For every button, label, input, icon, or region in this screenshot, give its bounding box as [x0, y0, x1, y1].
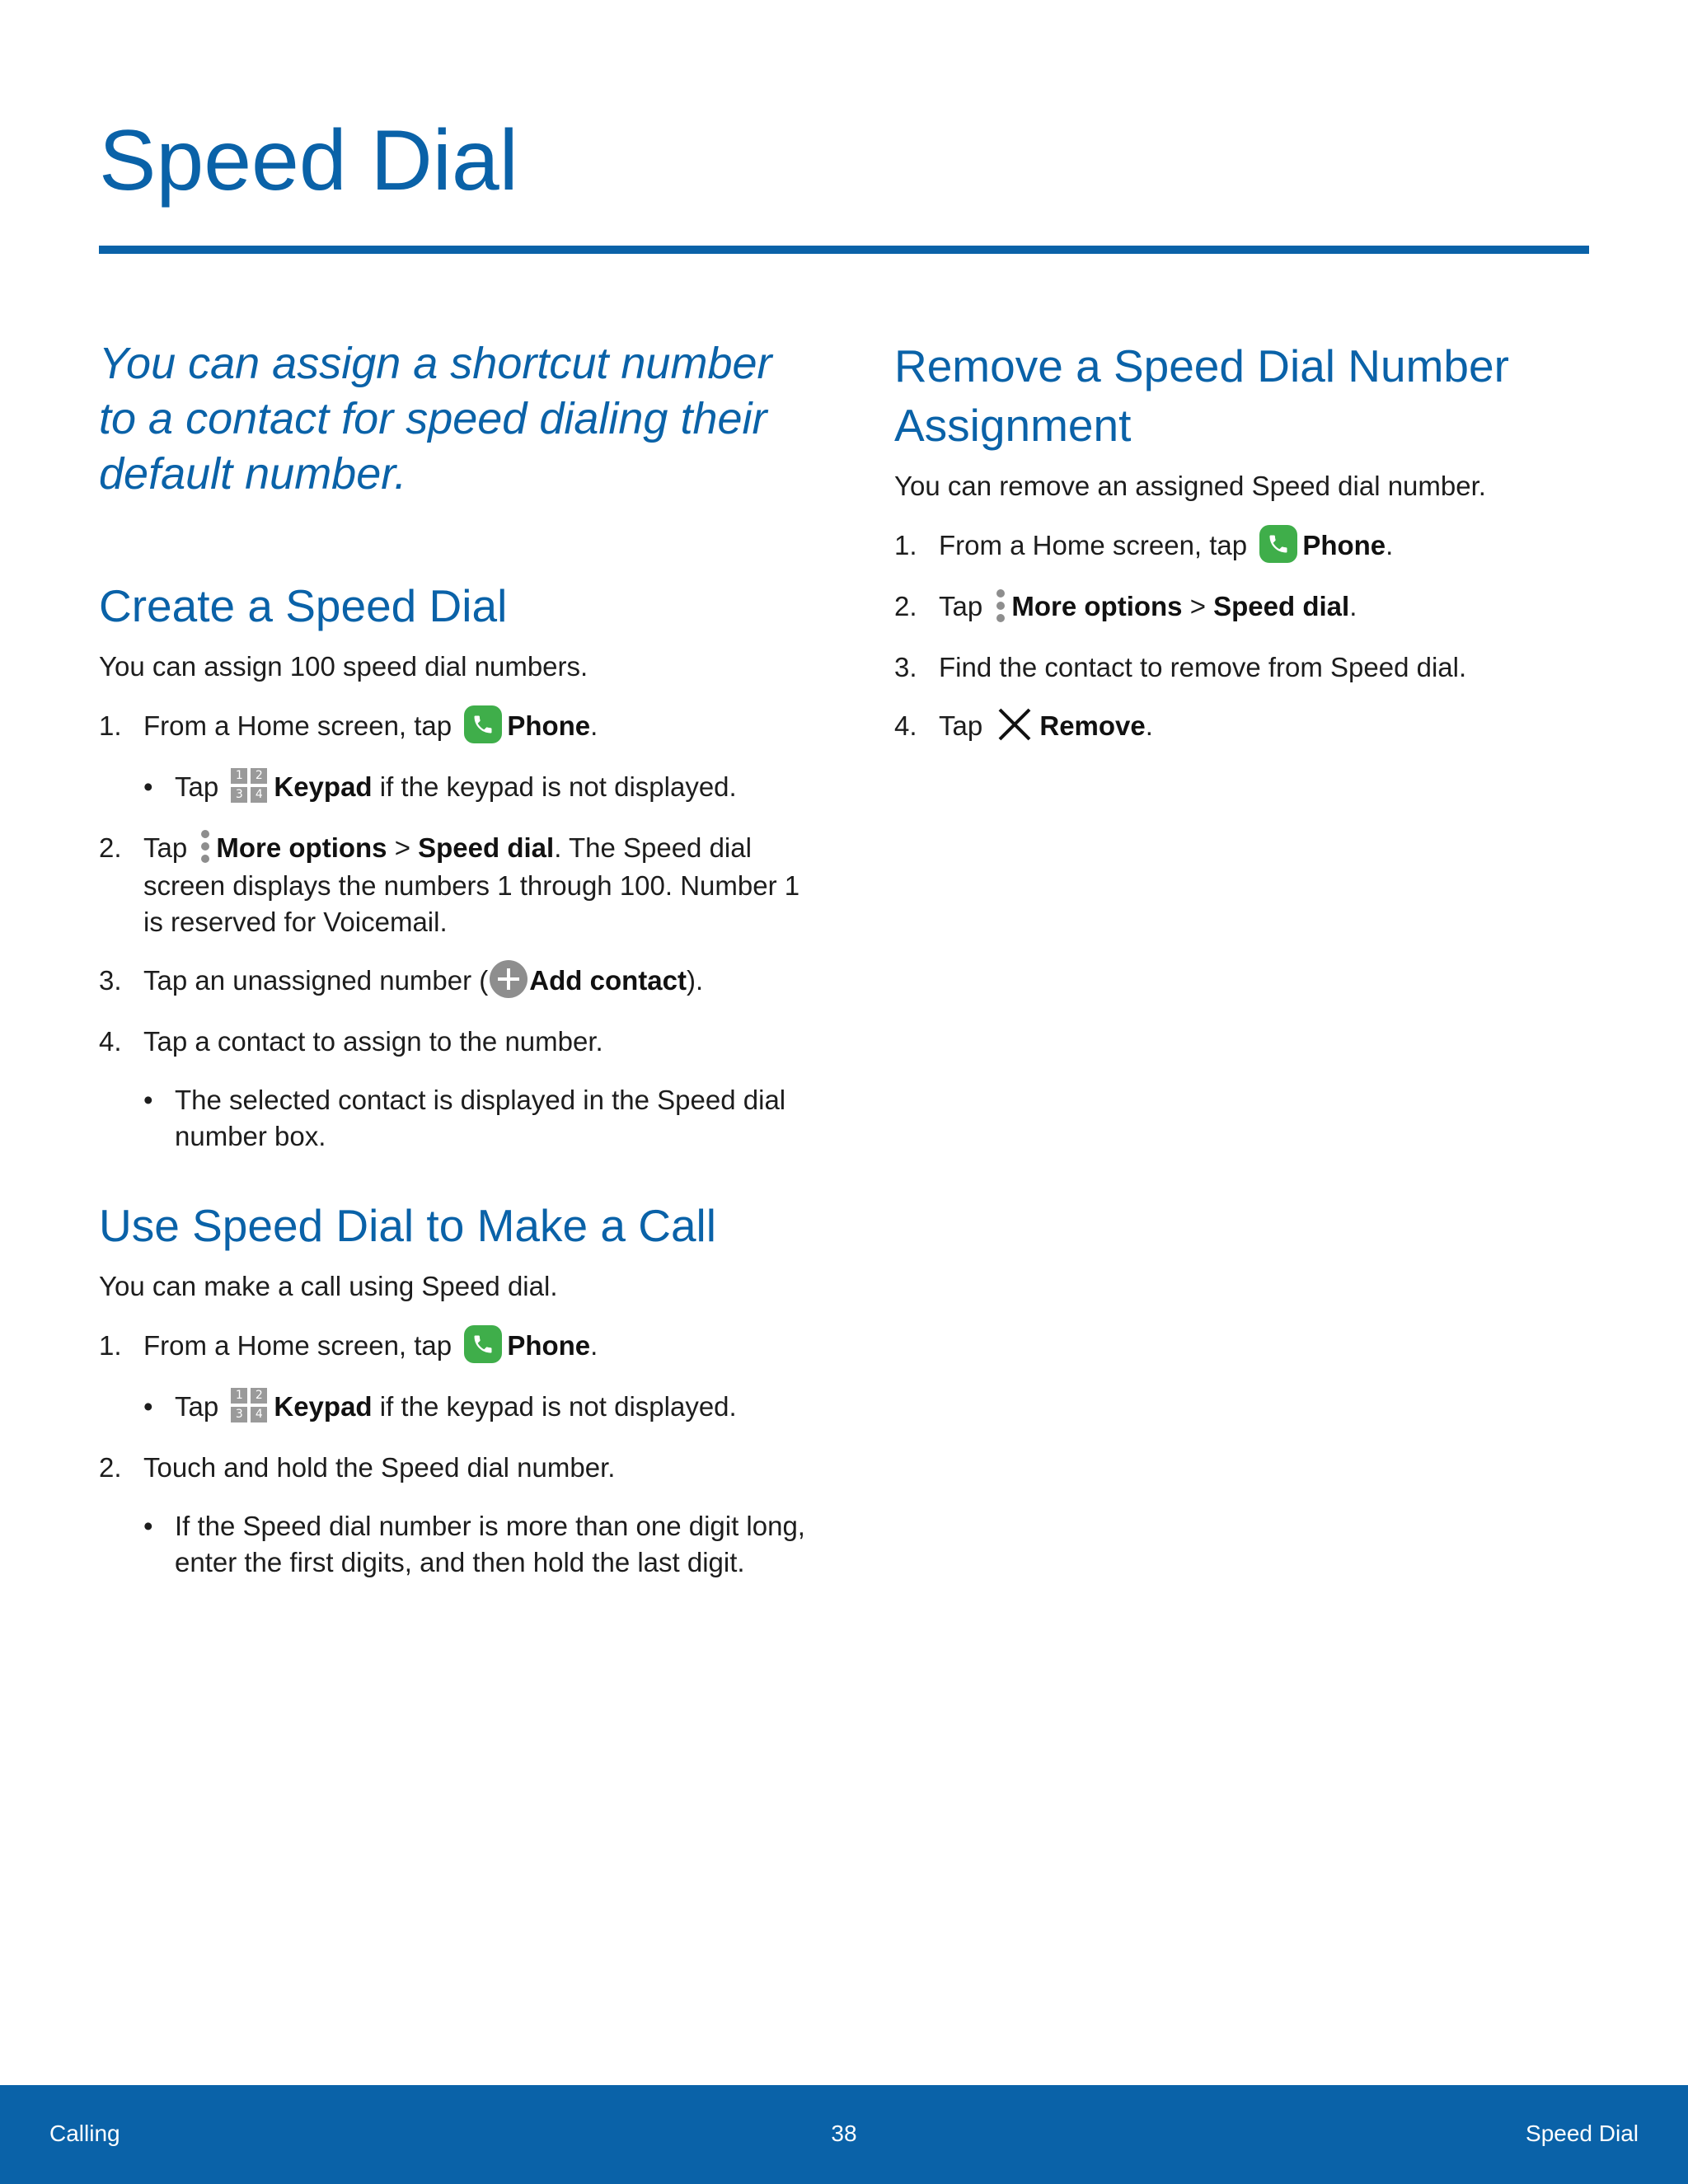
step-text: Tap an unassigned number ( — [143, 964, 489, 996]
ui-label: Speed dial — [418, 832, 555, 863]
step-text: From a Home screen, tap — [939, 530, 1255, 560]
step-item — [99, 830, 808, 940]
ui-label: More options — [1011, 591, 1183, 622]
step-text: Find the contact to remove from Speed dial. — [939, 651, 1467, 682]
bullet-item — [99, 1389, 808, 1427]
create-steps — [99, 708, 808, 1155]
page-footer — [0, 2085, 1688, 2184]
ui-label: Keypad — [274, 1391, 373, 1422]
step-number: 4. — [99, 1026, 122, 1057]
more-options-icon — [995, 588, 1006, 624]
add-contact-icon — [490, 960, 528, 998]
keypad-icon: 1 2 3 4 — [231, 768, 269, 804]
step-text: Touch and hold the Speed dial number. — [143, 1451, 616, 1483]
step-text: From a Home screen, tap — [143, 1330, 460, 1361]
bullet-marker: • — [143, 1085, 153, 1116]
step-text: if the keypad is not displayed. — [372, 1391, 737, 1422]
step-text: Tap — [175, 771, 227, 803]
footer-chapter: Calling — [49, 2121, 120, 2146]
step-text: . — [590, 710, 598, 741]
phone-icon — [464, 1325, 502, 1363]
remove-section — [894, 336, 1603, 748]
step-number: 2. — [894, 591, 917, 622]
step-separator: > — [1182, 591, 1214, 622]
use-section — [99, 1196, 808, 1581]
step-separator: > — [387, 832, 419, 863]
step-item — [894, 588, 1603, 626]
ui-label: Phone — [507, 710, 591, 741]
step-text: . — [1145, 710, 1153, 741]
step-item — [894, 527, 1603, 566]
ui-label: Add contact — [529, 964, 687, 996]
keypad-icon: 1 2 3 4 — [231, 1388, 269, 1424]
step-item — [99, 1024, 808, 1060]
title-rule — [99, 246, 1589, 254]
remove-steps — [894, 527, 1603, 748]
create-description: You can assign 100 speed dial numbers. — [99, 651, 588, 682]
phone-icon — [464, 705, 502, 743]
step-number: 3. — [894, 651, 917, 682]
step-text: Tap — [939, 591, 991, 622]
bullet-marker: • — [143, 1510, 153, 1541]
ui-label: Phone — [1302, 530, 1386, 560]
bullet-item — [99, 1082, 808, 1155]
step-text: . — [590, 1330, 598, 1361]
step-number: 2. — [99, 1451, 122, 1483]
step-item — [894, 649, 1603, 686]
step-item — [99, 963, 808, 1001]
step-number: 1. — [99, 710, 122, 741]
step-number: 4. — [894, 710, 917, 741]
bullet-marker: • — [143, 1391, 153, 1422]
step-text: . — [1349, 591, 1357, 622]
bullet-item — [99, 1508, 808, 1581]
ui-label: Speed dial — [1213, 591, 1350, 622]
use-description: You can make a call using Speed dial. — [99, 1271, 558, 1302]
create-section — [99, 576, 808, 1155]
step-item — [99, 1328, 808, 1366]
footer-section: Speed Dial — [1526, 2121, 1639, 2146]
use-steps — [99, 1328, 808, 1581]
more-options-icon — [199, 828, 211, 865]
phone-icon — [1259, 525, 1297, 563]
step-text: Tap — [939, 710, 991, 741]
intro-text: You can assign a shortcut number to a contact for speed dialing their default number. — [99, 339, 772, 499]
step-number: 1. — [99, 1330, 122, 1361]
step-text: Tap — [143, 832, 195, 863]
use-heading: Use Speed Dial to Make a Call — [99, 1200, 716, 1252]
step-number: 3. — [99, 964, 122, 996]
step-item — [99, 1450, 808, 1486]
step-number: 2. — [99, 832, 122, 863]
step-text: If the Speed dial number is more than one digit long, enter the first digits, and then hold the last digit. — [175, 1510, 805, 1577]
step-text: Tap a contact to assign to the number. — [143, 1026, 603, 1057]
step-text: Tap — [175, 1391, 227, 1422]
page-title: Speed Dial — [99, 113, 518, 209]
right-column — [894, 336, 1603, 789]
ui-label: Keypad — [274, 771, 373, 803]
remove-description: You can remove an assigned Speed dial number. — [894, 471, 1486, 501]
step-text: if the keypad is not displayed. — [372, 771, 737, 803]
create-heading: Create a Speed Dial — [99, 580, 508, 631]
bullet-marker: • — [143, 771, 153, 803]
remove-icon — [995, 705, 1034, 744]
step-text: The selected contact is displayed in the Speed dial number box. — [175, 1085, 786, 1152]
ui-label: Remove — [1039, 710, 1146, 741]
remove-heading: Remove a Speed Dial Number Assignment — [894, 340, 1509, 451]
step-text: . — [1386, 530, 1394, 560]
step-number: 1. — [894, 530, 917, 560]
footer-page-number: 38 — [831, 2121, 857, 2146]
step-text: From a Home screen, tap — [143, 710, 460, 741]
left-column — [99, 336, 808, 1622]
step-text: ). — [686, 964, 704, 996]
step-text: . The Speed dial screen displays the numbers 1 through 100. Number 1 is reserved for Voicemail. — [143, 832, 800, 937]
ui-label: Phone — [507, 1330, 591, 1361]
bullet-item — [99, 769, 808, 807]
step-item — [99, 708, 808, 747]
ui-label: More options — [216, 832, 387, 863]
step-item — [894, 708, 1603, 748]
